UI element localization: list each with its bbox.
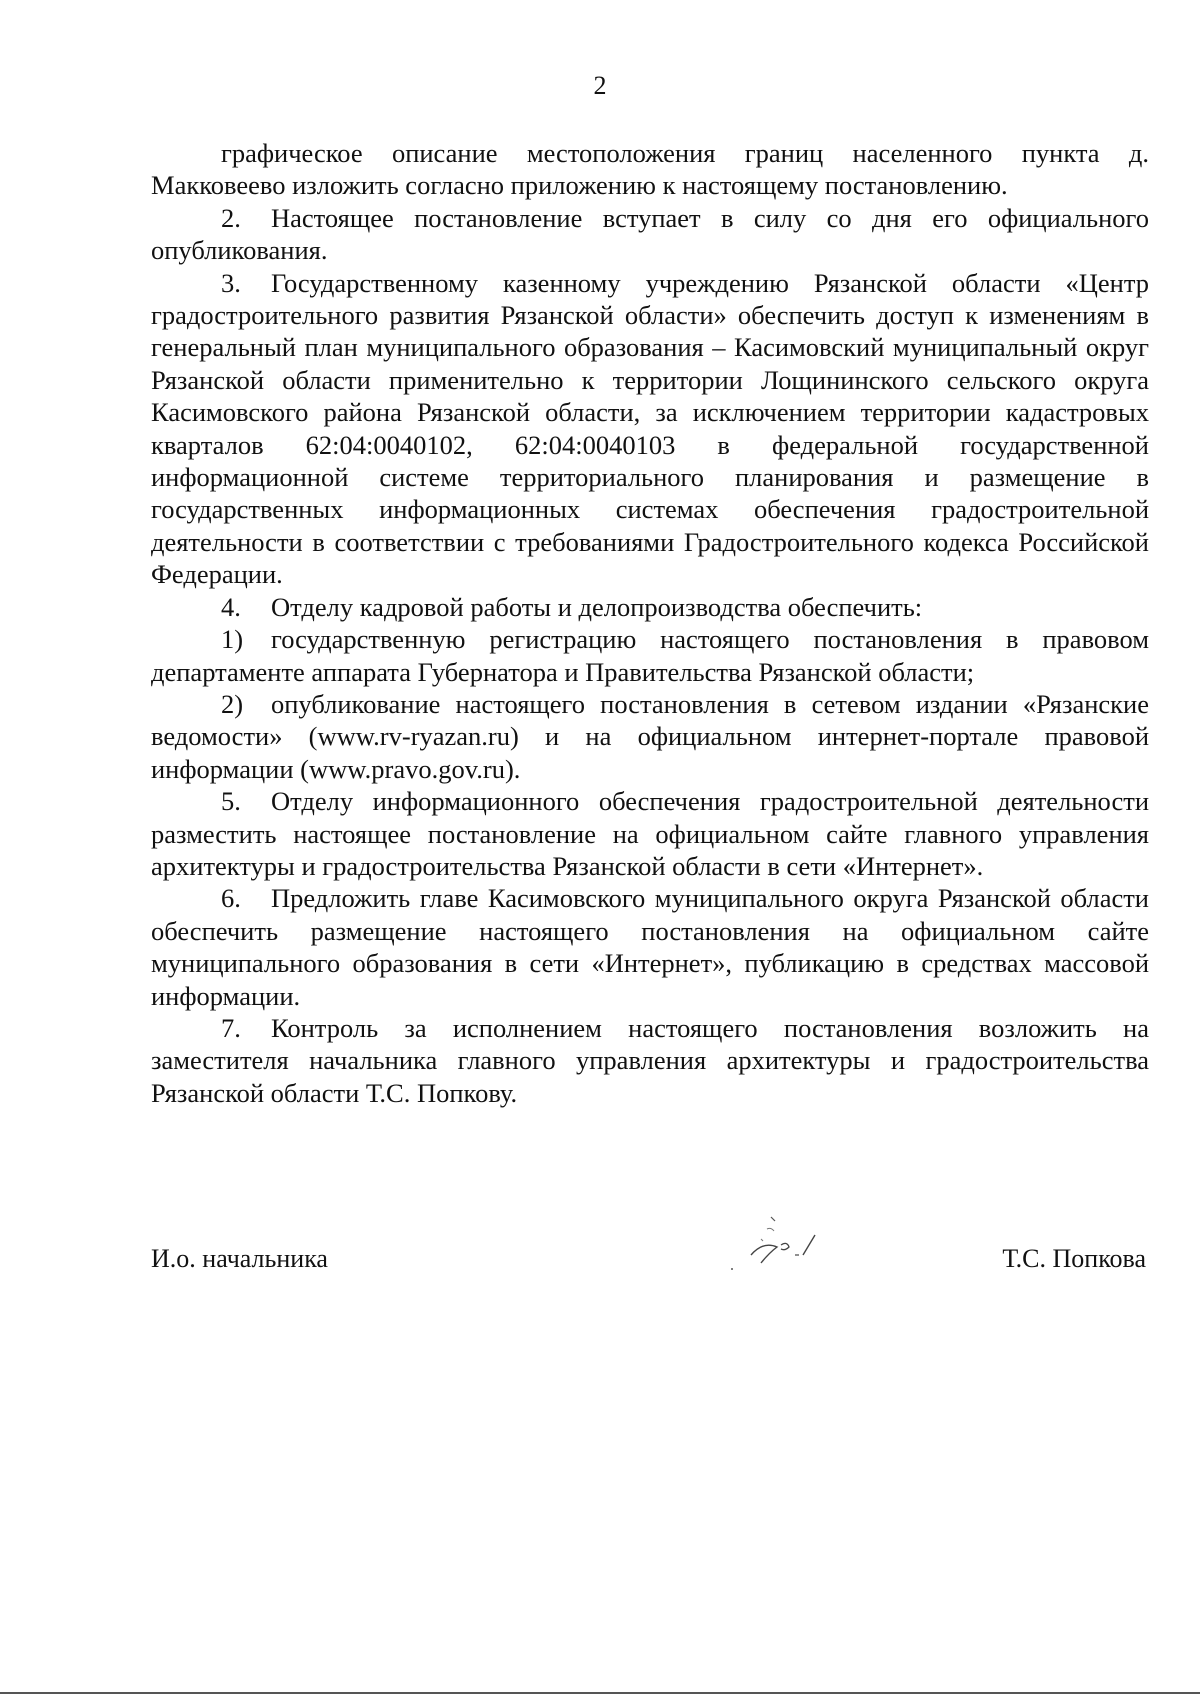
paragraph-text: графическое описание местоположения границ населенного пункта д. Макковеево изложить согласно приложению к настоящему постановлению. [151,138,1149,201]
paragraph-7 [151,1012,1149,1109]
paragraph-text: Настоящее постановление вступает в силу со дня его официального опубликования. [151,202,1149,266]
handwritten-signature-icon [711,1211,851,1291]
item-number: 3. [221,267,241,298]
signatory-position: И.о. начальника [151,1244,328,1273]
bottom-edge-line [0,1692,1200,1694]
paragraph-text: государственную регистрацию настоящего постановления в правовом департаменте аппарата Губернатора и Правительства Рязанской области; [151,624,1149,687]
paragraph-1-continuation [151,137,1149,202]
paragraph-text: опубликование настоящего постановления в сетевом издании «Рязанские ведомости» (www.rv-ryazan.ru) и на официальном интернет-портале правовой информации (www.pravo.gov.ru). [151,688,1149,784]
subitem-1 [151,623,1149,688]
paragraph-text: Предложить главе Касимовского муниципального округа Рязанской области обеспечить размещение настоящего постановления на официальном сайте муниципального образования в сети «Интернет», публикацию в средствах массовой информации. [151,883,1149,1011]
item-number: 2. [221,202,241,233]
paragraph-4 [151,591,1149,623]
signatory-name: Т.С. Попкова [1002,1244,1146,1273]
paragraph-3 [151,267,1149,591]
paragraph-text: Государственному казенному учреждению Рязанской области «Центр градостроительного развития Рязанской области» обеспечить доступ к изменениям в генеральный план муниципального образования – Касимовский муниципальный округ Рязанской области применительно к территории Лощининского сельского округа Касимовского района Рязанской области, за исключением территории кадастровых кварталов 62:04:0040102, 62:04:0040103 в федеральной государственной информационной системе территориального планирования и размещение в государственных информационных системах обеспечения градостроительной деятельности в соответствии с требованиями Градостроительного кодекса Российской Федерации. [151,267,1149,590]
item-number: 6. [221,883,241,914]
paragraph-text: Контроль за исполнением настоящего постановления возложить на заместителя начальника главного управления архитектуры и градостроительства Рязанской области Т.С. Попкову. [151,1012,1149,1108]
signature-block [151,1243,1146,1303]
paragraph-2 [151,202,1149,267]
paragraph-6 [151,882,1149,1012]
item-number: 2) [221,688,244,719]
item-number: 5. [221,786,241,817]
item-number: 4. [221,591,241,622]
document-body [151,137,1149,1109]
paragraph-text: Отделу информационного обеспечения градостроительной деятельности разместить настоящее постановление на официальном сайте главного управления архитектуры и градостроительства Рязанской области в сети «Интернет». [151,786,1149,881]
paragraph-text: Отделу кадровой работы и делопроизводства обеспечить: [271,591,923,622]
item-number: 7. [221,1012,241,1043]
item-number: 1) [221,624,244,655]
page-number: 2 [593,71,607,100]
paragraph-5 [151,785,1149,882]
subitem-2 [151,688,1149,785]
